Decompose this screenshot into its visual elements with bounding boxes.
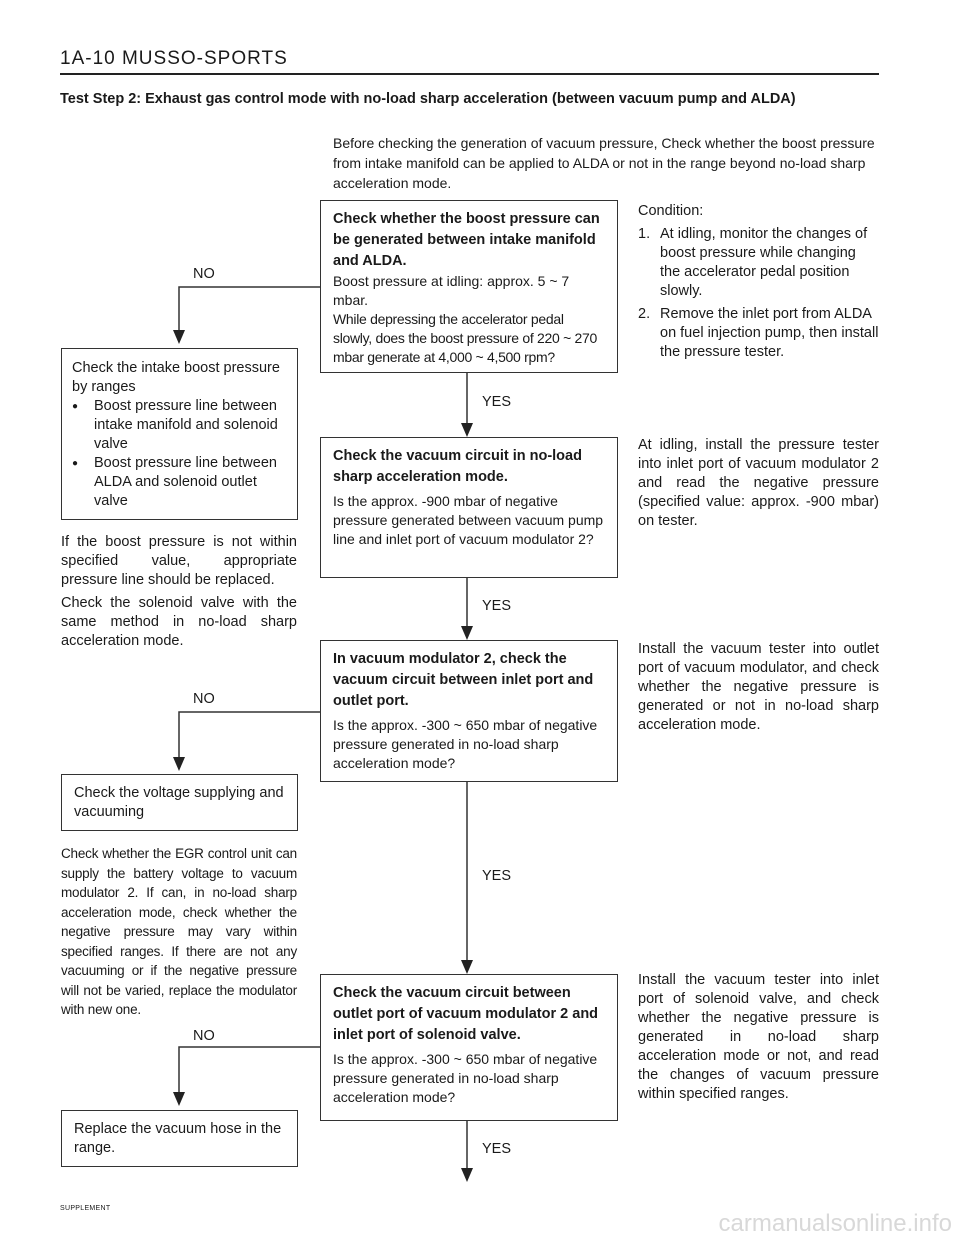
right-note-pressure-tester: At idling, install the pressure tester into inlet port of vacuum modulator 2 and read the negative pressure (specified value: approx. -900 mbar) on tester. [638,437,879,529]
right-note-condition [638,202,879,366]
yes-label: YES [482,1141,512,1157]
flow-box-text: Boost pressure at idling: approx. 5 ~ 7 mbar. [333,273,570,308]
list-text: At idling, monitor the changes of boost pressure while changing the accelerator pedal position slowly. [660,226,868,299]
arrow-head [461,960,473,974]
list-item [638,225,879,301]
list-item: ● Boost pressure line between intake manifold and solenoid valve [72,397,287,454]
list-item: ● Boost pressure line between ALDA and solenoid outlet valve [72,454,287,511]
arrow-head [461,423,473,437]
flow-box-text: Is the approx. -300 ~ 650 mbar of negative pressure generated in no-load sharp acceleration mode? [333,717,598,771]
no-result-title: Check the intake boost pressure by ranges [72,360,280,395]
list-text: Remove the inlet port from ALDA on fuel injection pump, then install the pressure tester. [660,306,879,360]
watermark: carmanualsonline.info [718,1210,952,1237]
no-connector-1 [179,287,320,330]
list-item [638,305,879,362]
arrow-head [173,757,185,771]
arrow-head [173,330,185,344]
footer-label: SUPPLEMENT [60,1205,111,1212]
yes-label: YES [482,868,512,884]
flow-box-heading: Check whether the boost pressure can be generated between intake manifold and ALDA. [333,211,600,269]
flow-box-text: While depressing the accelerator pedal slowly, does the boost pressure of 220 ~ 270 mbar generate at 4,000 ~ 4,500 rpm? [333,311,597,365]
left-note-boost [61,533,297,651]
list-number: 2. [638,306,651,322]
no-label: NO [193,266,215,282]
no-label: NO [193,1028,215,1044]
yes-label: YES [482,598,512,614]
condition-title: Condition: [638,203,704,219]
no-result-list [72,397,287,511]
note-text: Check the solenoid valve with the same method in no-load sharp acceleration mode. [61,595,297,649]
flow-box-vacuum-circuit [320,437,618,578]
list-number: 1. [638,226,651,242]
arrow-head [461,1168,473,1182]
no-result-text: Replace the vacuum hose in the range. [74,1121,282,1156]
no-connector-3 [179,1047,320,1092]
flow-box-heading: In vacuum modulator 2, check the vacuum circuit between inlet port and outlet port. [333,651,594,709]
condition-list [638,225,879,362]
flow-box-heading: Check the vacuum circuit between outlet port of vacuum modulator 2 and inlet port of solenoid valve. [333,985,599,1043]
note-text: If the boost pressure is not within specified value, appropriate pressure line should be replaced. [61,534,297,588]
no-connector-2 [179,712,320,757]
arrow-head [173,1092,185,1106]
step-title: Test Step 2: Exhaust gas control mode with no-load sharp acceleration (between vacuum pump and ALDA) [60,91,796,107]
no-label: NO [193,691,215,707]
intro-text: Before checking the generation of vacuum pressure, Check whether the boost pressure from intake manifold can be applied to ALDA or not in the range beyond no-load sharp acceleration mode. [333,135,875,191]
yes-label: YES [482,394,512,410]
no-result-box-intake-boost [61,348,298,520]
no-result-text: Check the voltage supplying and vacuuming [74,785,284,820]
flow-box-modulator-check [320,640,618,782]
flow-box-solenoid-check [320,974,618,1121]
no-result-box-voltage [61,774,298,831]
page-header-title: 1A-10 MUSSO-SPORTS [60,48,288,69]
flow-box-boost-pressure [320,200,618,373]
right-note-vacuum-outlet: Install the vacuum tester into outlet port of vacuum modulator, and check whether the negative pressure is generated or not in no-load sharp acceleration mode. [638,641,879,733]
right-note-vacuum-inlet: Install the vacuum tester into inlet port of solenoid valve, and check whether the negative pressure is generated in no-load sharp acceleration mode or not, and read the changes of vacuum pressure within specified ranges. [638,972,879,1102]
flow-box-text: Is the approx. -900 mbar of negative pressure generated between vacuum pump line and inlet port of vacuum modulator 2? [333,493,604,547]
flow-box-heading: Check the vacuum circuit in no-load sharp acceleration mode. [333,448,582,485]
arrow-head [461,626,473,640]
no-result-box-vacuum-hose [61,1110,298,1167]
flow-box-text: Is the approx. -300 ~ 650 mbar of negative pressure generated in no-load sharp acceleration mode? [333,1051,598,1105]
left-note-egr: Check whether the EGR control unit can supply the battery voltage to vacuum modulator 2. If can, in no-load sharp acceleration mode, check whether the negative pressure may vary within specified ranges. If there are not any vacuuming or if the negative pressure will not be varied, replace the modulator with new one. [61,846,297,1017]
